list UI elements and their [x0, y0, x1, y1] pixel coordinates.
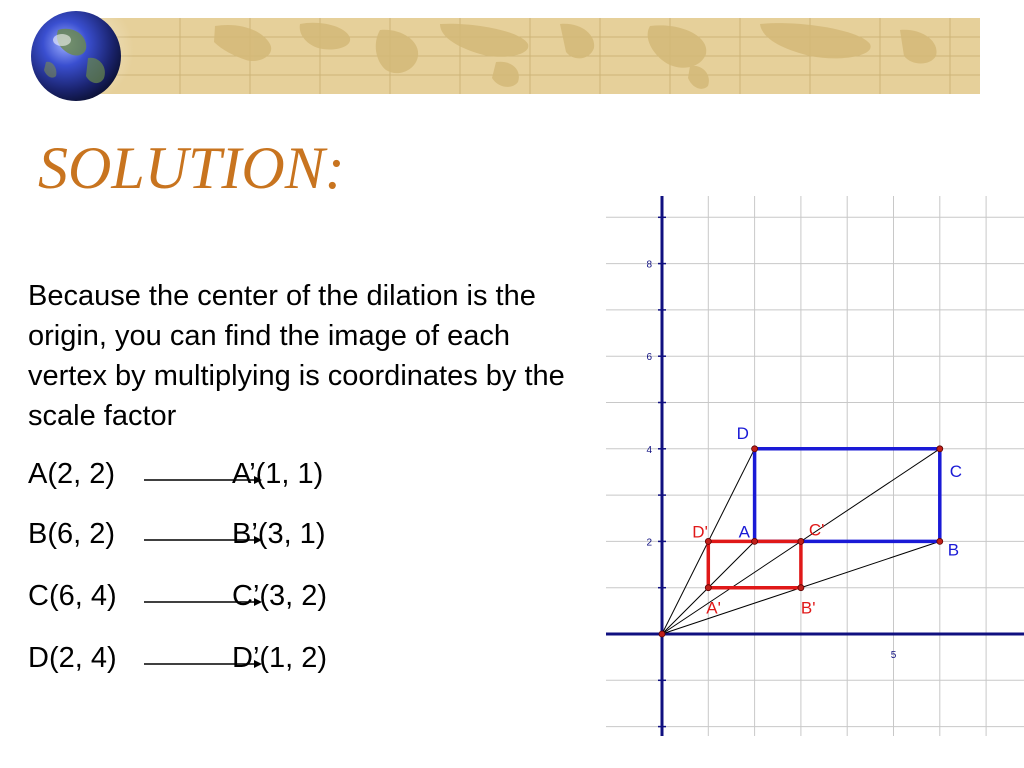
vertex-label-d: D	[736, 423, 749, 443]
vertex-label-a: A	[738, 522, 750, 542]
vertex-label-b: B	[947, 540, 960, 560]
mapping-row-b	[28, 518, 588, 558]
x-tick-label: 5	[890, 650, 897, 661]
original-point-c: C(6, 4)	[28, 580, 117, 612]
mapping-row-a	[28, 458, 588, 498]
vertex-label-c-prime: C'	[808, 520, 825, 540]
y-tick-label: 4	[646, 444, 652, 456]
image-point-d: D’(1, 2)	[232, 642, 328, 674]
banner	[0, 0, 1024, 120]
vertex-c	[937, 446, 943, 452]
y-tick-label: 6	[646, 352, 652, 364]
vertex-a	[752, 538, 758, 544]
vertex-label-a-prime: A'	[706, 598, 721, 618]
center-point	[659, 631, 665, 637]
original-point-b: B(6, 2)	[28, 518, 116, 550]
vertex-label-b-prime: B'	[800, 598, 816, 618]
image-point-c: C’(3, 2)	[232, 580, 328, 612]
y-tick-label: 8	[646, 259, 652, 271]
vertex-a-prime	[705, 585, 711, 591]
coordinate-graph	[606, 196, 1024, 736]
vertex-label-d-prime: D'	[692, 522, 708, 542]
original-point-d: D(2, 4)	[28, 642, 117, 674]
image-point-a: A’(1, 1)	[232, 458, 324, 490]
slide-title: SOLUTION:	[38, 135, 345, 201]
world-map-banner	[92, 18, 980, 94]
vertex-c-prime	[798, 538, 804, 544]
mapping-row-c	[28, 580, 588, 620]
body-paragraph: Because the center of the dilation is the origin, you can find the image of each vertex by multiplying is coordinates by the scale factor	[28, 280, 565, 432]
y-tick-label: 2	[646, 537, 652, 549]
vertex-b-prime	[798, 585, 804, 591]
image-point-b: B’(3, 1)	[232, 518, 326, 550]
vertex-label-c: C	[949, 461, 963, 481]
original-point-a: A(2, 2)	[28, 458, 116, 490]
vertex-d	[752, 446, 758, 452]
mapping-row-d	[28, 642, 588, 682]
vertex-b	[937, 538, 943, 544]
